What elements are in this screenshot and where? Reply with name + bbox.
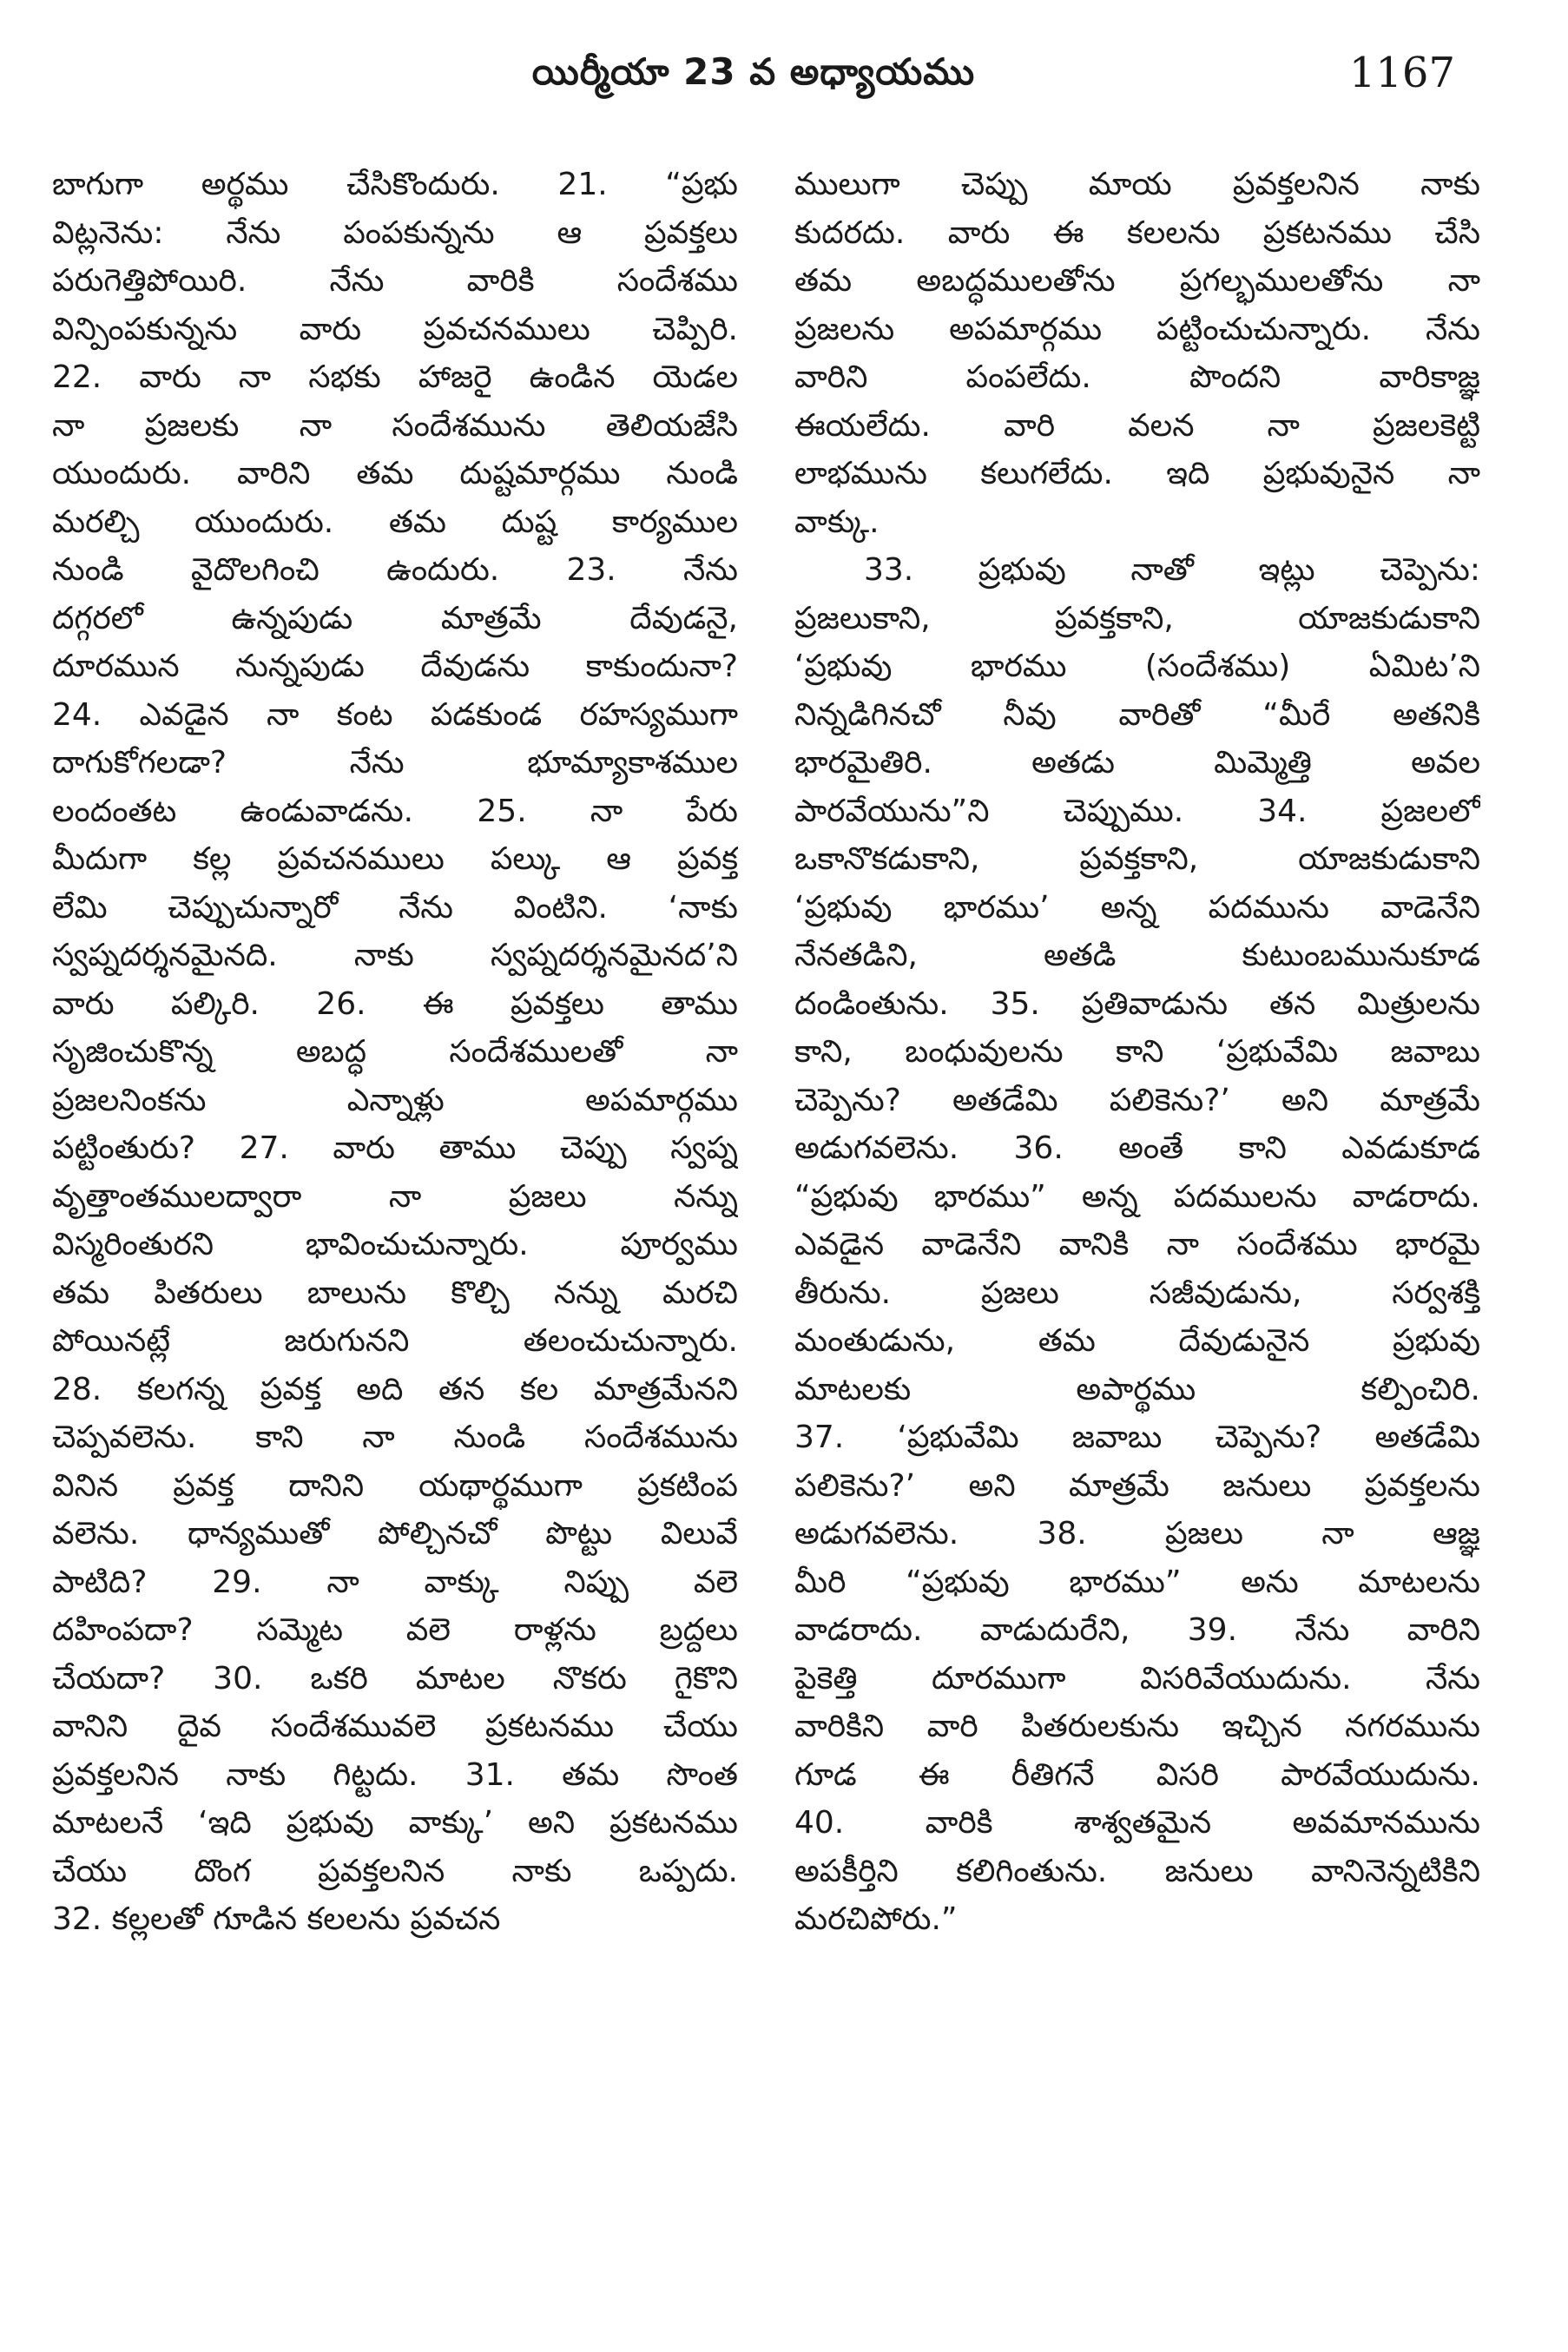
text-line: 37. ‘ప్రభువేమి జవాబు చెప్పెను? అతడేమి: [794, 1420, 1480, 1455]
text-line: పైకెత్తి దూరముగా విసరివేయుదును. నేను: [794, 1660, 1480, 1696]
text-line: కాని, బంధువులను కాని ‘ప్రభువేమి జవాబు: [794, 1034, 1480, 1070]
chapter-title: యిర్మీయా 23 వ అధ్యాయము: [531, 50, 976, 93]
text-line: కుదరదు. వారు ఈ కలలను ప్రకటనము చేసి: [794, 214, 1480, 251]
text-line: భారమైతిరి. అతడు మిమ్మెత్తి అవల: [794, 745, 1480, 781]
text-line: విస్మరింతురని భావించుచున్నారు. పూర్వము: [52, 1227, 738, 1262]
text-line: అడుగవలెను. 36. అంతే కాని ఎవడుకూడ: [794, 1130, 1480, 1166]
text-line: మీదుగా కల్ల ప్రవచనములు పల్కు ఆ ప్రవక్త: [52, 841, 738, 877]
text-line: వాడరాదు. వాడుదురేని, 39. నేను వారిని: [794, 1612, 1480, 1648]
text-line: పాటిది? 29. నా వాక్కు నిప్పు వలె: [52, 1564, 738, 1600]
text-line: వారు పల్కిరి. 26. ఈ ప్రవక్తలు తాము: [52, 985, 738, 1022]
text-line: అడుగవలెను. 38. ప్రజలు నా ఆజ్ఞ: [794, 1516, 1480, 1552]
text-line: మాటలనే ‘ఇది ప్రభువు వాక్కు’ అని ప్రకటనము: [52, 1805, 738, 1841]
text-line: ప్రజలనింకను ఎన్నాళ్లు అపమార్గము: [52, 1082, 738, 1118]
text-line: బాగుగా అర్థము చేసికొందురు. 21. “ప్రభు: [52, 167, 738, 202]
text-line: ఒకానొకడుకాని, ప్రవక్తకాని, యాజకుడుకాని: [794, 841, 1480, 877]
text-line: చేయదా? 30. ఒకరి మాటల నొకరు గైకొని: [52, 1660, 738, 1696]
text-line: వారిని పంపలేదు. పొందని వారికాజ్ఞ: [794, 359, 1480, 395]
text-line: చేయు దొంగ ప్రవక్తలనిన నాకు ఒప్పదు.: [52, 1853, 738, 1889]
page-header: [52, 35, 1455, 122]
text-line: నేనతడిని, అతడి కుటుంబమునుకూడ: [794, 938, 1480, 973]
text-line: వినిన ప్రవక్త దానిని యథార్థముగా ప్రకటింప: [52, 1467, 738, 1504]
text-line: దగ్గరలో ఉన్నపుడు మాత్రమే దేవుడనై,: [52, 600, 738, 636]
text-line: మరల్చి యుందురు. తమ దుష్ట కార్యముల: [52, 504, 738, 540]
right-column: [794, 161, 1480, 2305]
text-line: ప్రజలను అపమార్గము పట్టించుచున్నారు. నేను: [794, 311, 1480, 347]
text-line: దూరమున నున్నపుడు దేవుడను కాకుందునా?: [52, 649, 738, 684]
text-line: విన్పింపకున్నను వారు ప్రవచనములు చెప్పిరి.: [52, 311, 738, 347]
left-column: [52, 161, 738, 2305]
page-number: 1167: [1348, 49, 1455, 97]
text-line: ప్రవక్తలనిన నాకు గిట్టదు. 31. తమ సొంత: [52, 1756, 738, 1793]
text-line: తీరును. ప్రజలు సజీవుడును, సర్వశక్తి: [794, 1275, 1480, 1311]
text-line: చెప్పెను? అతడేమి పలికెను?’ అని మాత్రమే: [794, 1082, 1480, 1118]
text-line: దాగుకోగలడా? నేను భూమ్యాకాశముల: [52, 745, 738, 781]
text-line: ములుగా చెప్పు మాయ ప్రవక్తలనిన నాకు: [794, 167, 1480, 202]
text-line: నుండి వైదొలగించి ఉందురు. 23. నేను: [52, 552, 738, 588]
text-line: వాక్కు.: [794, 504, 880, 540]
text-line: ప్రజలుకాని, ప్రవక్తకాని, యాజకుడుకాని: [794, 600, 1480, 636]
text-line: మీరి “ప్రభువు భారము” అను మాటలను: [794, 1564, 1480, 1600]
text-line: వానిని దైవ సందేశమువలె ప్రకటనము చేయు: [52, 1709, 738, 1744]
text-line: 24. ఎవడైన నా కంట పడకుండ రహస్యముగా: [52, 696, 738, 733]
text-line: వలెను. ధాన్యముతో పోల్చినచో పొట్టు విలువే: [52, 1516, 738, 1552]
text-line: లాభమును కలుగలేదు. ఇది ప్రభువునైన నా: [794, 456, 1480, 491]
text-line: గూడ ఈ రీతిగనే విసరి పారవేయుదును.: [794, 1756, 1480, 1793]
text-line: తమ పితరులు బాలును కొల్చి నన్ను మరచి: [52, 1275, 738, 1311]
text-line: పోయినట్లే జరుగునని తలంచుచున్నారు.: [52, 1323, 738, 1359]
text-line: 32. కల్లలతో గూడిన కలలను ప్రవచన: [52, 1901, 501, 1937]
text-line: దహింపదా? సమ్మెట వలె రాళ్లను బ్రద్దలు: [52, 1612, 738, 1648]
text-line: పరుగెత్తిపోయిరి. నేను వారికి సందేశము: [52, 263, 738, 299]
text-line: నిన్నడిగినచో నీవు వారితో “మీరే అతనికి: [794, 696, 1480, 733]
text-line: విట్లనెను: నేను పంపకున్నను ఆ ప్రవక్తలు: [52, 214, 738, 251]
text-line: వృత్తాంతములద్వారా నా ప్రజలు నన్ను: [52, 1178, 738, 1215]
text-line: పారవేయును”ని చెప్పుము. 34. ప్రజలలో: [794, 793, 1480, 829]
text-line: యుందురు. వారిని తమ దుష్టమార్గము నుండి: [52, 456, 738, 491]
text-line: 22. వారు నా సభకు హాజరై ఉండిన యెడల: [52, 359, 738, 395]
text-line: చెప్పవలెను. కాని నా నుండి సందేశమును: [52, 1420, 738, 1455]
text-line: 33. ప్రభువు నాతో ఇట్లు చెప్పెను:: [864, 552, 1480, 588]
text-line: ఎవడైన వాడెనేని వానికి నా సందేశము భారమై: [794, 1227, 1480, 1262]
text-line: అపకీర్తిని కలిగింతును. జనులు వానినెన్నటికిని: [794, 1853, 1480, 1889]
text-line: ఈయలేదు. వారి వలన నా ప్రజలకెట్టి: [794, 407, 1480, 444]
text-line: లందంతట ఉండువాడను. 25. నా పేరు: [52, 793, 738, 829]
text-line: తమ అబద్ధములతోను ప్రగల్భములతోను నా: [794, 263, 1480, 299]
text-line: మంతుడును, తమ దేవుడునైన ప్రభువు: [794, 1323, 1480, 1359]
text-line: నా ప్రజలకు నా సందేశమును తెలియజేసి: [52, 407, 738, 444]
text-line: ‘ప్రభువు భారము’ అన్న పదమును వాడెనేని: [794, 889, 1480, 926]
text-line: 40. వారికి శాశ్వతమైన అవమానమును: [794, 1805, 1480, 1841]
text-line: లేమి చెప్పుచున్నారో నేను వింటిని. ‘నాకు: [52, 889, 738, 926]
text-line: 28. కలగన్న ప్రవక్త అది తన కల మాత్రమేనని: [52, 1371, 738, 1407]
text-line: మాటలకు అపార్థము కల్పించిరి.: [794, 1371, 1480, 1407]
text-line: పట్టింతురు? 27. వారు తాము చెప్పు స్వప్న: [52, 1130, 738, 1166]
text-line: మరచిపోరు.”: [794, 1901, 958, 1937]
text-line: స్వప్నదర్శనమైనది. నాకు స్వప్నదర్శనమైనద’ని: [52, 938, 738, 973]
text-line: “ప్రభువు భారము” అన్న పదములను వాడరాదు.: [794, 1178, 1480, 1215]
text-line: పలికెను?’ అని మాత్రమే జనులు ప్రవక్తలను: [794, 1467, 1480, 1504]
text-line: వారికిని వారి పితరులకును ఇచ్చిన నగరమును: [794, 1709, 1480, 1744]
text-line: దండింతును. 35. ప్రతివాడును తన మిత్రులను: [794, 985, 1480, 1022]
text-line: ‘ప్రభువు భారము (సందేశము) ఏమిట’ని: [794, 649, 1480, 684]
text-line: సృజించుకొన్న అబద్ధ సందేశములతో నా: [52, 1034, 738, 1070]
